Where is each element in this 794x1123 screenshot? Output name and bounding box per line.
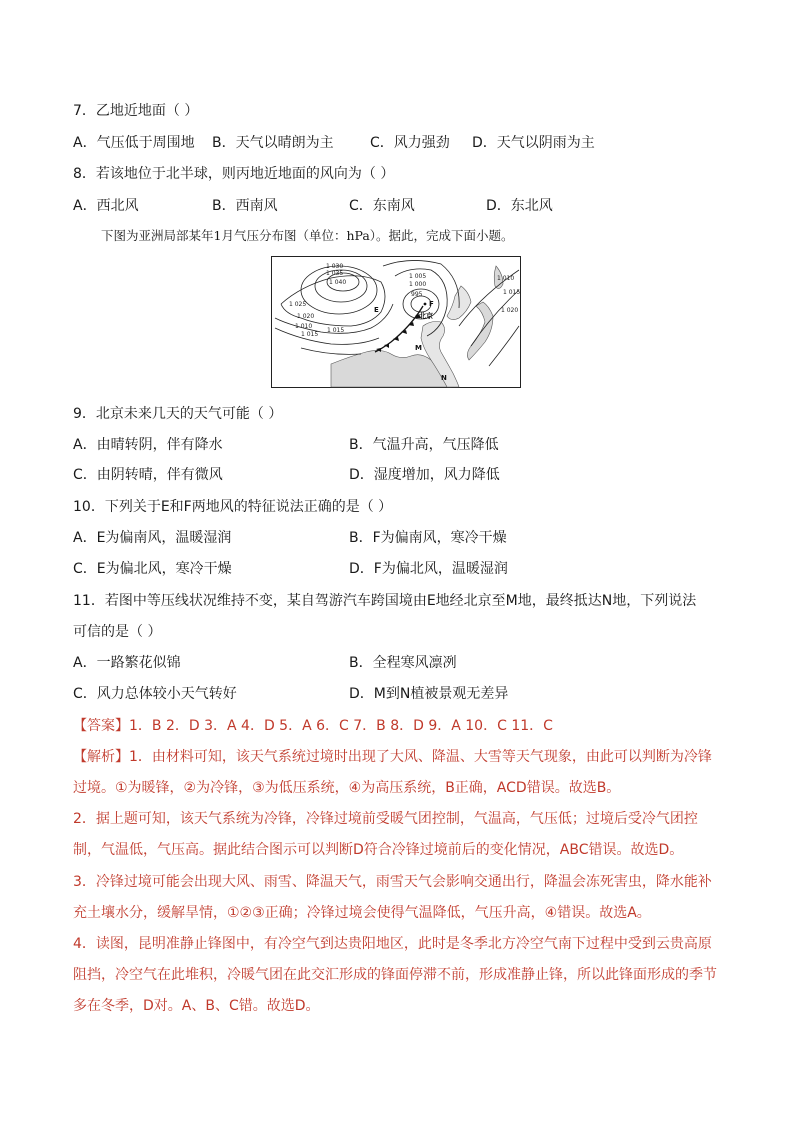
q8-option-b: B．西南风 [212,198,278,214]
q11-option-c: C．风力总体较小天气转好 [73,686,237,702]
isobar-label: 1 010 [497,275,515,282]
isobar-label: 1 005 [409,273,427,280]
q7-option-d: D．天气以阴雨为主 [472,135,595,151]
isobar-label: 1 030 [326,263,344,270]
q10-option-b: B．F为偏南风，寒冷干燥 [349,530,507,546]
map-intro-text: 下图为亚洲局部某年1月气压分布图（单位：hPa）。据此，完成下面小题。 [101,228,514,243]
question-11-stem-line1: 11．若图中等压线状况维持不变，某自驾游汽车跨国境由E地经北京至M地，最终抵达N地，下列说法 [73,593,697,609]
question-10-stem: 10．下列关于E和F两地风的特征说法正确的是（ ） [73,499,393,515]
map-point-f: F [429,300,434,308]
q7-option-a: A．气压低于周围地 [73,135,195,151]
q7-option-c: C．风力强劲 [370,135,450,151]
analysis-line-2: 过境。①为暖锋，②为冷锋，③为低压系统，④为高压系统，B正确，ACD错误。故选B。 [73,780,621,796]
q11-option-d: D．M到N植被景观无差异 [349,686,509,702]
answer-label: 【答案】 [73,718,129,734]
map-point-e: E [374,306,379,314]
q7-option-b: B．天气以晴朗为主 [212,135,334,151]
isobar-label: 1 040 [329,279,347,286]
answer-text: 1．B 2．D 3．A 4．D 5．A 6．C 7．B 8．D 9．A 10．C 11．C [129,718,553,734]
pressure-map-figure [271,256,521,388]
q8-option-c: C．东南风 [349,198,415,214]
q9-option-c: C．由阴转晴，伴有微风 [73,467,223,483]
analysis-line-8: 阻挡，冷空气在此堆积，冷暖气团在此交汇形成的锋面停滞不前，形成准静止锋，所以此锋面形成的季节 [73,967,717,983]
analysis-line-1 [73,748,712,766]
question-8-stem: 8．若该地位于北半球，则丙地近地面的风向为（ ） [73,166,395,182]
q10-option-a: A．E为偏南风，温暖湿润 [73,530,232,546]
analysis-line-4: 制，气温低，气压高。据此结合图示可以判断D符合冷锋过境前后的变化情况，ABC错误。故选D。 [73,842,684,858]
isobar-label: 1 015 [301,331,319,338]
isobar-label: 1 025 [289,301,307,308]
question-9-stem: 9．北京未来几天的天气可能（ ） [73,406,283,422]
answer-line [73,717,553,735]
isobar-label: 1 020 [501,307,519,314]
analysis-line-3: 2．据上题可知，该天气系统为冷锋，冷锋过境前受暖气团控制，气温高，气压低；过境后受冷气团控 [73,811,698,827]
analysis-label: 【解析】 [73,749,129,765]
question-7-stem: 7．乙地近地面（ ） [73,103,199,119]
isobar-label: 1 035 [326,270,344,277]
isobar-label: 1 010 [295,323,313,330]
map-point-beijing: 北京 [419,312,433,320]
q9-option-a: A．由晴转阴，伴有降水 [73,437,223,453]
q8-option-d: D．东北风 [486,198,553,214]
isobar-label: 995 [411,291,423,298]
map-point-m: M [415,344,422,352]
isobar-label: 1 000 [409,281,427,288]
q11-option-a: A．一路繁花似锦 [73,655,181,671]
analysis-text: 1．由材料可知，该天气系统过境时出现了大风、降温、大雪等天气现象，由此可以判断为冷锋 [129,749,712,765]
isobar-label: 1 015 [327,327,345,334]
q10-option-c: C．E为偏北风，寒冷干燥 [73,561,232,577]
q9-option-b: B．气温升高，气压降低 [349,437,499,453]
analysis-line-5: 3．冷锋过境可能会出现大风、雨雪、降温天气，雨雪天气会影响交通出行，降温会冻死害虫，降水能补 [73,874,712,890]
isobar-label: 1 020 [297,313,315,320]
q10-option-d: D．F为偏北风，温暖湿润 [349,561,508,577]
analysis-line-6: 充土壤水分，缓解旱情，①②③正确；冷锋过境会使得气温降低，气压升高，④错误。故选A。 [73,905,651,921]
q11-option-b: B．全程寒风凛冽 [349,655,457,671]
map-point-n: N [441,374,447,382]
analysis-line-9: 多在冬季，D对。A、B、C错。故选D。 [73,998,320,1014]
q8-option-a: A．西北风 [73,198,139,214]
q9-option-d: D．湿度增加，风力降低 [349,467,500,483]
isobar-label: 1 015 [503,289,521,296]
analysis-line-7: 4．读图，昆明准静止锋图中，有冷空气到达贵阳地区，此时是冬季北方冷空气南下过程中受到云贵高原 [73,936,712,952]
question-11-stem-line2: 可信的是（ ） [73,624,162,640]
